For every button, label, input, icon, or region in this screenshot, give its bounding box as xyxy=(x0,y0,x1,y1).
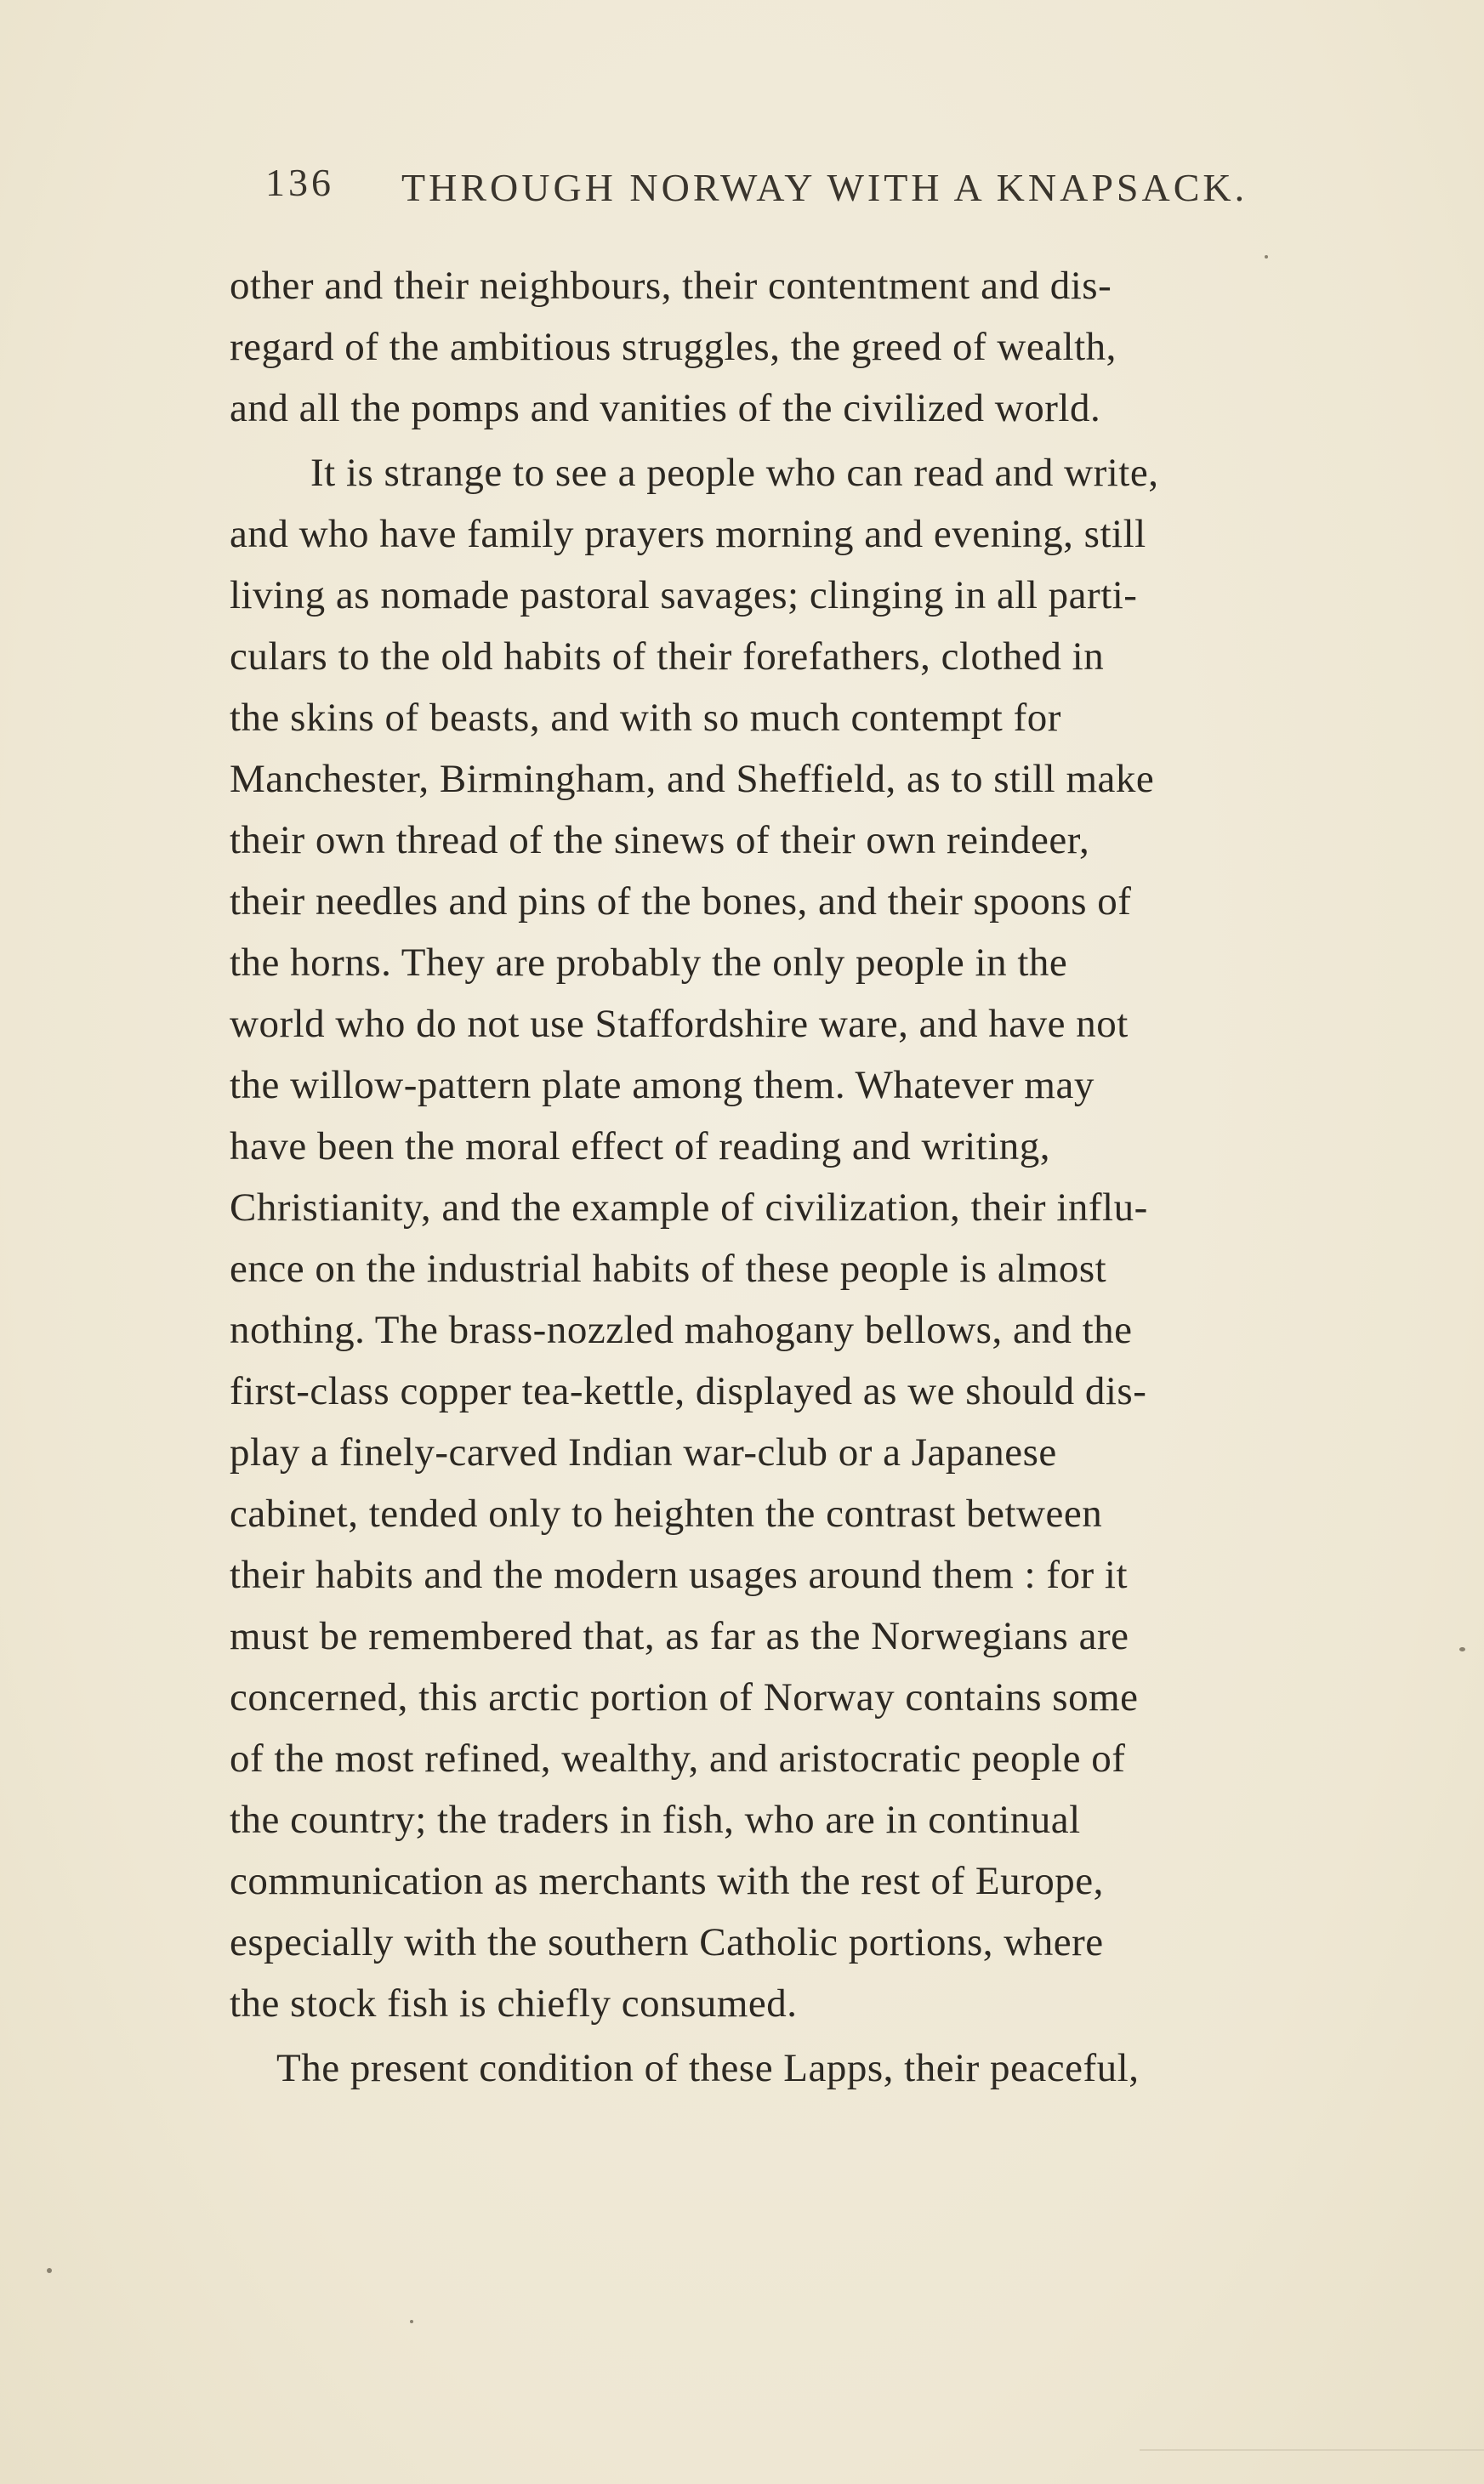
text-line: first-class copper tea-kettle, displayed as we should dis- xyxy=(230,1369,1147,1413)
text-line: and who have family prayers morning and evening, still xyxy=(230,512,1146,556)
text-line: the skins of beasts, and with so much contempt for xyxy=(230,696,1061,740)
text-line: Christianity, and the example of civilization, their influ- xyxy=(230,1185,1148,1230)
text-line: and all the pomps and vanities of the civilized world. xyxy=(230,386,1101,430)
text-line: other and their neighbours, their contentment and dis- xyxy=(230,264,1112,308)
page-edge-line xyxy=(1140,2449,1484,2451)
running-title: THROUGH NORWAY WITH A KNAPSACK. xyxy=(401,166,1248,209)
text-line: play a finely-carved Indian war-club or a Japanese xyxy=(230,1430,1057,1475)
text-line: have been the moral effect of reading and writing, xyxy=(230,1124,1051,1168)
paper-speck xyxy=(410,2320,413,2323)
text-line: the country; the traders in fish, who are in continual xyxy=(230,1798,1081,1842)
text-line: especially with the southern Catholic portions, where xyxy=(230,1920,1104,1964)
text-line: The present condition of these Lapps, their peaceful, xyxy=(276,2046,1140,2090)
text-line: living as nomade pastoral savages; clinging in all parti- xyxy=(230,573,1138,617)
text-line: It is strange to see a people who can read and write, xyxy=(310,451,1159,495)
text-line: must be remembered that, as far as the Norwegians are xyxy=(230,1614,1129,1658)
text-line: the stock fish is chiefly consumed. xyxy=(230,1981,798,2026)
text-line: of the most refined, wealthy, and aristocratic people of xyxy=(230,1737,1126,1781)
text-line: nothing. The brass-nozzled mahogany bellows, and the xyxy=(230,1308,1133,1352)
paper-speck xyxy=(1459,1647,1465,1651)
text-line: their habits and the modern usages around them : for it xyxy=(230,1553,1129,1597)
text-line: regard of the ambitious struggles, the greed of wealth, xyxy=(230,325,1117,369)
page-header xyxy=(265,160,1269,228)
text-line: communication as merchants with the rest of Europe, xyxy=(230,1859,1104,1903)
text-line: ence on the industrial habits of these people is almost xyxy=(230,1247,1107,1291)
body-text xyxy=(230,255,1386,2151)
text-line: the horns. They are probably the only people in the xyxy=(230,941,1068,985)
paper-speck xyxy=(47,2268,52,2273)
text-line: concerned, this arctic portion of Norway contains some xyxy=(230,1675,1139,1719)
text-line: their needles and pins of the bones, and their spoons of xyxy=(230,879,1132,924)
text-line: their own thread of the sinews of their own reindeer, xyxy=(230,818,1090,862)
paper-speck xyxy=(1265,255,1268,259)
text-line: cabinet, tended only to heighten the contrast between xyxy=(230,1492,1103,1536)
text-line: culars to the old habits of their forefathers, clothed in xyxy=(230,634,1105,679)
text-line: Manchester, Birmingham, and Sheffield, as to still make xyxy=(230,757,1155,801)
text-line: the willow-pattern plate among them. Whatever may xyxy=(230,1063,1095,1107)
page-number: 136 xyxy=(265,161,334,204)
text-line: world who do not use Staffordshire ware, and have not xyxy=(230,1002,1129,1046)
